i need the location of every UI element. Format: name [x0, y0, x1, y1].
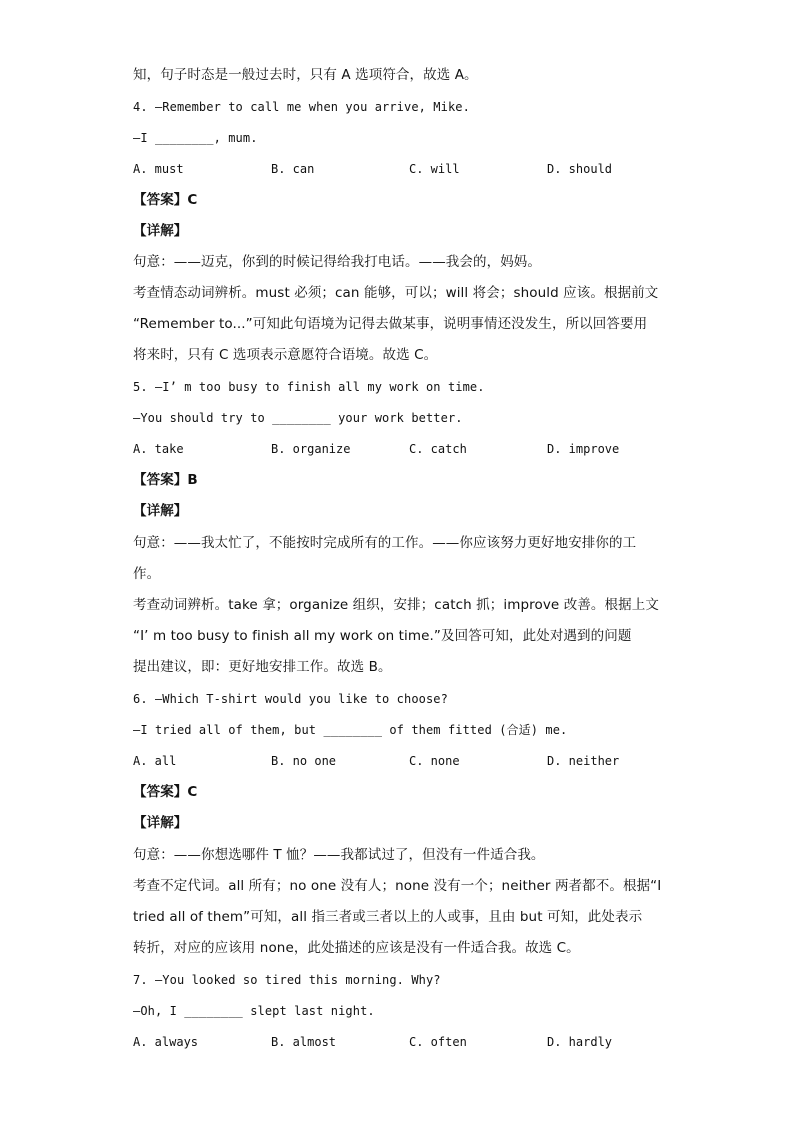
question-5-explanation: 考查动词辨析。take 拿；organize 组织，安排；catch 抓；improve 改善。根据上文	[133, 597, 659, 613]
question-5-meaning: 作。	[133, 566, 161, 582]
question-6-meaning: 句意：——你想选哪件 T 恤？——我都试过了，但没有一件适合我。	[133, 847, 545, 863]
question-5-answer: 【答案】B	[133, 472, 198, 488]
question-6-stem: 6. —Which T-shirt would you like to choose?	[133, 692, 448, 706]
text-line: 知，句子时态是一般过去时，只有 A 选项符合，故选 A。	[133, 67, 478, 83]
option-b: B. can	[271, 162, 315, 176]
question-6-reply: —I tried all of them, but ________ of them fitted (合适) me.	[133, 723, 568, 737]
option-b: B. almost	[271, 1035, 337, 1049]
question-4-explanation: “Remember to...”可知此句语境为记得去做某事，说明事情还没发生，所以回答要用	[133, 316, 648, 332]
question-5-explanation: “I’ m too busy to finish all my work on time.”及回答可知，此处对遇到的问题	[133, 628, 632, 644]
option-c: C. will	[409, 162, 460, 176]
option-d: D. improve	[547, 442, 620, 456]
question-4-answer: 【答案】C	[133, 192, 198, 208]
option-a: A. take	[133, 442, 184, 456]
question-5-reply: —You should try to ________ your work better.	[133, 411, 463, 425]
option-a: A. all	[133, 754, 177, 768]
question-4-explanation: 考查情态动词辨析。must 必须；can 能够，可以；will 将会；should 应该。根据前文	[133, 285, 659, 301]
option-c: C. catch	[409, 442, 467, 456]
option-d: D. should	[547, 162, 613, 176]
option-d: D. neither	[547, 754, 620, 768]
question-4-detail-heading: 【详解】	[133, 223, 188, 239]
question-5-meaning: 句意：——我太忙了，不能按时完成所有的工作。——你应该努力更好地安排你的工	[133, 535, 637, 551]
question-6-explanation: 转折，对应的应该用 none，此处描述的应该是没有一件适合我。故选 C。	[133, 940, 580, 956]
question-4-stem: 4. —Remember to call me when you arrive, Mike.	[133, 100, 470, 114]
question-7-stem: 7. —You looked so tired this morning. Why?	[133, 973, 441, 987]
question-6-answer: 【答案】C	[133, 784, 198, 800]
question-6-explanation: tried all of them”可知，all 指三者或三者以上的人或事，且由 but 可知，此处表示	[133, 909, 643, 925]
option-b: B. organize	[271, 442, 351, 456]
question-5-detail-heading: 【详解】	[133, 503, 188, 519]
question-6-detail-heading: 【详解】	[133, 815, 188, 831]
question-5-explanation: 提出建议，即：更好地安排工作。故选 B。	[133, 659, 392, 675]
option-b: B. no one	[271, 754, 337, 768]
option-a: A. must	[133, 162, 184, 176]
question-4-explanation: 将来时，只有 C 选项表示意愿符合语境。故选 C。	[133, 347, 438, 363]
option-c: C. none	[409, 754, 460, 768]
option-a: A. always	[133, 1035, 199, 1049]
question-6-explanation: 考查不定代词。all 所有；no one 没有人；none 没有一个；neither 两者都不。根据“I	[133, 878, 662, 894]
question-5-stem: 5. —I’ m too busy to finish all my work on time.	[133, 380, 485, 394]
option-c: C. often	[409, 1035, 467, 1049]
question-4-meaning: 句意：——迈克，你到的时候记得给我打电话。——我会的，妈妈。	[133, 254, 541, 270]
question-7-reply: —Oh, I ________ slept last night.	[133, 1004, 375, 1018]
question-4-reply: —I ________, mum.	[133, 131, 258, 145]
option-d: D. hardly	[547, 1035, 613, 1049]
